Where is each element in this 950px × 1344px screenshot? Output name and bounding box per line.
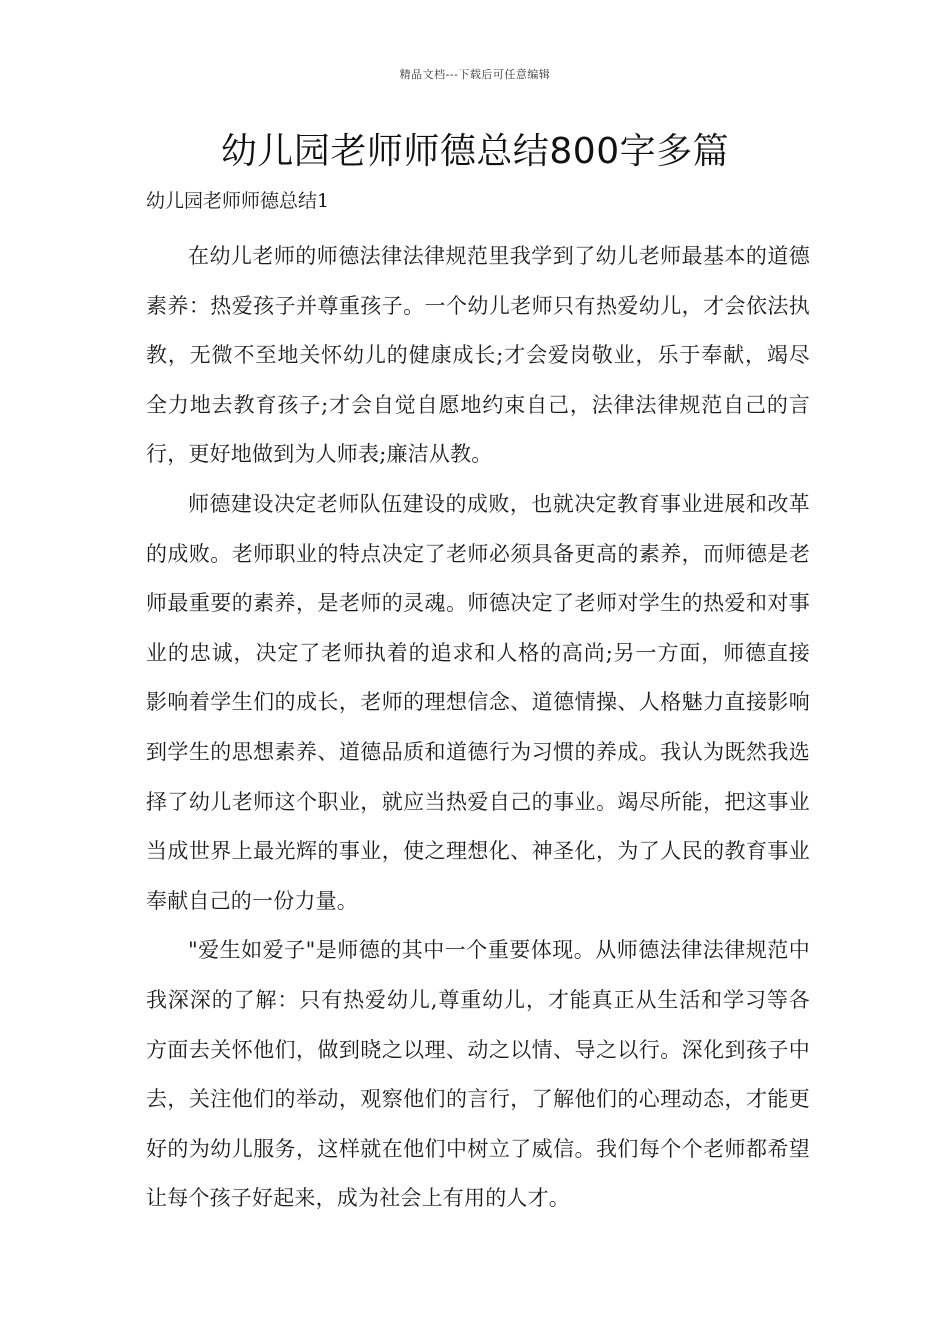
section-heading: 幼儿园老师师德总结1 (146, 190, 330, 212)
paragraph: 在幼儿老师的师德法律法律规范里我学到了幼儿老师最基本的道德素养：热爱孩子并尊重孩子。一个幼儿老师只有热爱幼儿，才会依法执教，无微不至地关怀幼儿的健康成长;才会爱岗敬业，乐于奉献，竭尽全力地去教育孩子;才会自觉自愿地约束自己，法律法律规范自己的言行，更好地做到为人师表;廉洁从教。 (146, 244, 810, 467)
paragraph: 师德建设决定老师队伍建设的成败，也就决定教育事业进展和改革的成败。老师职业的特点决定了老师必须具备更高的素养，而师德是老师最重要的素养，是老师的灵魂。师德决定了老师对学生的热爱和对事业的忠诚，决定了老师执着的追求和人格的高尚;另一方面，师德直接影响着学生们的成长，老师的理想信念、道德情操、人格魅力直接影响到学生的思想素养、道德品质和道德行为习惯的养成。我认为既然我选择了幼儿老师这个职业，就应当热爱自己的事业。竭尽所能，把这事业当成世界上最光辉的事业，使之理想化、神圣化，为了人民的教育事业奉献自己的一份力量。 (146, 491, 810, 913)
page-title: 幼儿园老师师德总结800字多篇 (220, 131, 730, 172)
header-note: 精品文档---下载后可任意编辑 (399, 68, 551, 81)
body-text (146, 232, 810, 1224)
paragraph: "爱生如爱子"是师德的其中一个重要体现。从师德法律法律规范中我深深的了解：只有热爱幼儿,尊重幼儿，才能真正从生活和学习等各方面去关怀他们，做到晓之以理、动之以情、导之以行。深化到孩子中去，关注他们的举动，观察他们的言行，了解他们的心理动态，才能更好的为幼儿服务，这样就在他们中树立了威信。我们每个个老师都希望让每个孩子好起来，成为社会上有用的人才。 (146, 938, 810, 1211)
